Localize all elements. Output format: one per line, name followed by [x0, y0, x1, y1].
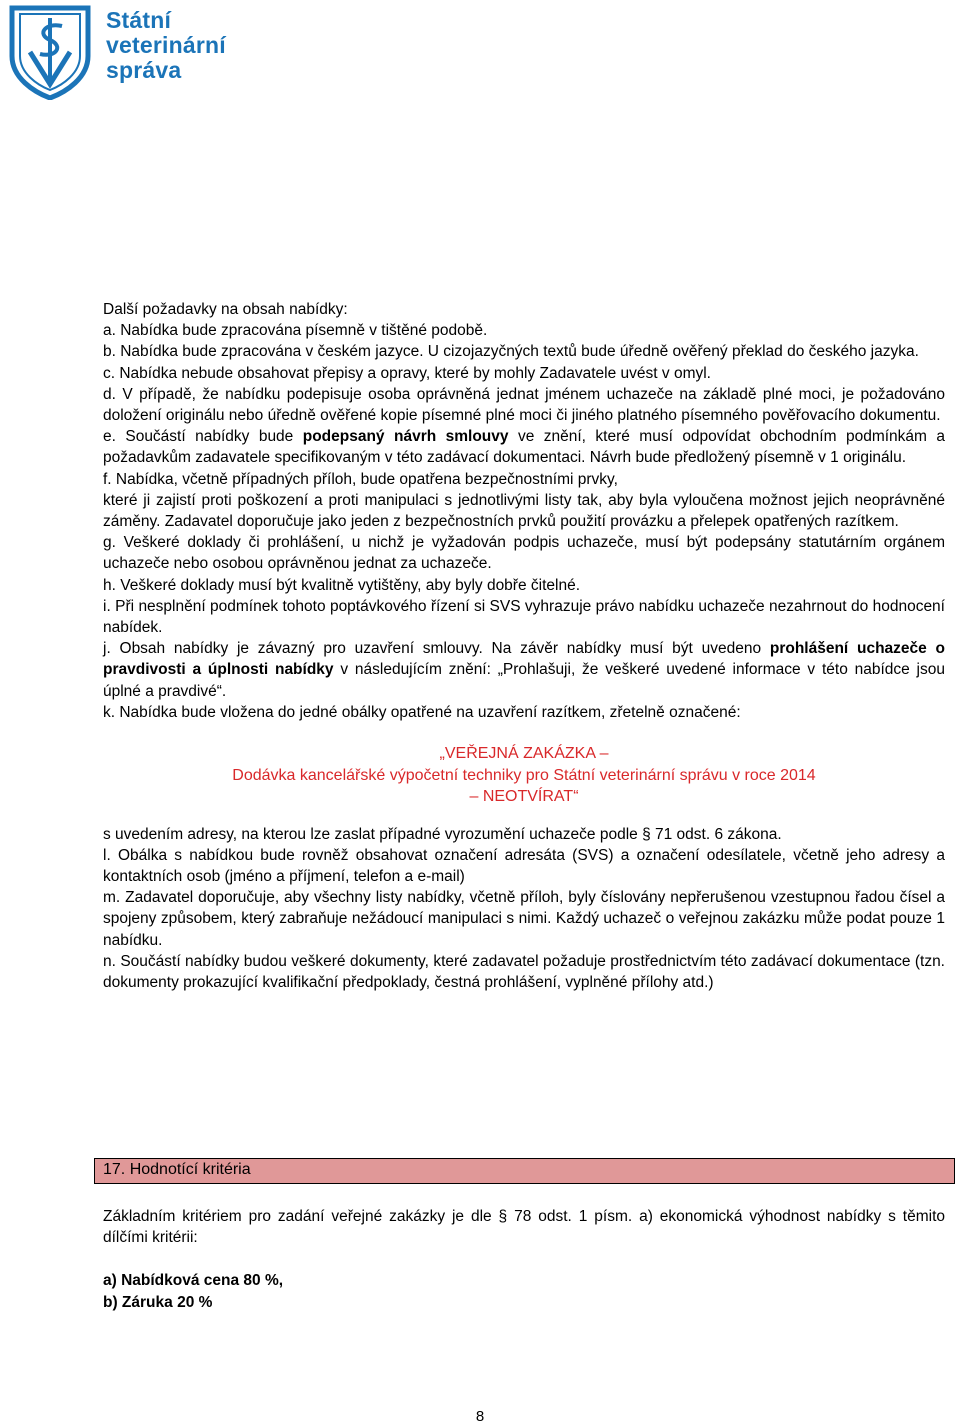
item-a: a. Nabídka bude zpracována písemně v tištěné podobě. [103, 322, 488, 340]
item-e-text-1: e. Součástí nabídky bude [103, 428, 303, 446]
envelope-label-line2: Dodávka kancelářské výpočetní techniky pro Státní veterinární správu v roce 2014 [232, 766, 816, 784]
item-k: k. Nabídka bude vložena do jedné obálky opatřené na uzavření razítkem, zřetelně označené: [103, 703, 741, 721]
item-e-text-2: ve znění, které musí odpovídat obchodním podmínkám a požadavkům zadavatele specifikovaným v této zadávací dokumentaci. Návrh bude předložený písemně v 1 originálu. [103, 428, 945, 467]
criteria-item: b) Záruka 20 % [103, 1294, 213, 1311]
item-c: c. Nabídka nebude obsahovat přepisy a opravy, které by mohly Zadavatele uvést v omyl. [103, 364, 711, 382]
envelope-label [103, 743, 945, 808]
item-n: n. Součástí nabídky budou veškeré dokumenty, které zadavatel požaduje prostřednictvím této zadávací dokumentace (tzn. dokumenty prokazující kvalifikační předpoklady, čestná prohlášení, vyplněné přílohy atd.) [103, 952, 945, 991]
section-heading-17 [94, 1158, 955, 1184]
page-number: 8 [475, 1408, 485, 1425]
requirements-section [103, 299, 945, 993]
item-j [103, 638, 945, 702]
item-j-text-2: v následujícím znění: „Prohlašuji, že veškeré uvedené informace v této nabídce jsou úplné a pravdivé“. [103, 661, 945, 700]
logo-line-2: veterinární [106, 32, 226, 58]
item-j-text-1: j. Obsah nabídky je závazný pro uzavření smlouvy. Na závěr nabídky musí být uvedeno [103, 640, 770, 658]
svs-shield-emblem [6, 4, 94, 100]
criteria-intro [103, 1206, 945, 1248]
item-l: l. Obálka s nabídkou bude rovněž obsahovat označení adresáta (SVS) a označení odesílatele, včetně jeho adresy a kontaktních osob (jméno a příjmení, telefon a e-mail) [103, 846, 945, 885]
item-k-continuation: s uvedením adresy, na kterou lze zaslat případné vyrozumění uchazeče podle § 71 odst. 6 zákona. [103, 825, 782, 843]
logo-line-3: správa [106, 57, 182, 83]
item-m: m. Zadavatel doporučuje, aby všechny listy nabídky, včetně příloh, byly číslovány nepřerušenou vzestupnou řadou čísel a spojeny způsobem, který zabraňuje nežádoucí manipulaci s nimi. Každý uchazeč o veřejnou zakázku může podat pouze 1 nabídku. [103, 889, 945, 949]
envelope-label-line1: „VEŘEJNÁ ZAKÁZKA – [439, 745, 609, 763]
item-i: i. Při nesplnění podmínek tohoto poptávkového řízení si SVS vyhrazuje právo nabídku uchazeče nezahrnout do hodnocení nabídek. [103, 597, 945, 637]
requirements-intro: Další požadavky na obsah nabídky: [103, 301, 348, 318]
criteria-list [103, 1270, 283, 1314]
criteria-intro-text: Základním kritériem pro zadání veřejné zakázky je dle § 78 odst. 1 písm. a) ekonomická výhodnost nabídky s těmito dílčími kritérii: [103, 1208, 945, 1247]
item-h: h. Veškeré doklady musí být kvalitně vytištěny, aby byly dobře čitelné. [103, 576, 581, 594]
svs-logo [6, 4, 246, 100]
section-heading-title: 17. Hodnotící kritéria [103, 1161, 251, 1178]
item-f-line2: které ji zajistí proti poškození a proti manipulaci s jednotlivými listy tak, aby byla vyloučena možnost jejich neoprávněné záměny. Zadavatel doporučuje jako jeden z bezpečnostních prvků použití provázku a přelepek opatřených razítkem. [103, 491, 945, 531]
item-e [103, 426, 945, 468]
envelope-label-line3: – NEOTVÍRAT“ [469, 788, 579, 806]
logo-line-1: Státní [106, 7, 172, 33]
item-b: b. Nabídka bude zpracována v českém jazyce. U cizojazyčných textů bude úředně ověřený překlad do českého jazyka. [103, 343, 919, 361]
item-d: d. V případě, že nabídku podepisuje osoba oprávněná jednat jménem uchazeče na základě plné moci, je požadováno doložení originálu nebo úředně ověřené kopie písemné plné moci či jiného platného písemného pověřovacího dokumentu. [103, 385, 945, 425]
item-f-line1: f. Nabídka, včetně případných příloh, bude opatřena bezpečnostními prvky, [103, 470, 618, 488]
item-g: g. Veškeré doklady či prohlášení, u nichž je vyžadován podpis uchazeče, musí být podepsány statutárním orgánem uchazeče nebo osobou oprávněnou jednat za uchazeče. [103, 534, 945, 573]
criteria-item: a) Nabídková cena 80 %, [103, 1272, 284, 1289]
item-j-bold: prohlášení uchazeče o pravdivosti a úplnosti nabídky [103, 640, 946, 679]
logo-wordmark [106, 8, 226, 83]
item-e-bold: podepsaný návrh smlouvy [302, 428, 509, 446]
